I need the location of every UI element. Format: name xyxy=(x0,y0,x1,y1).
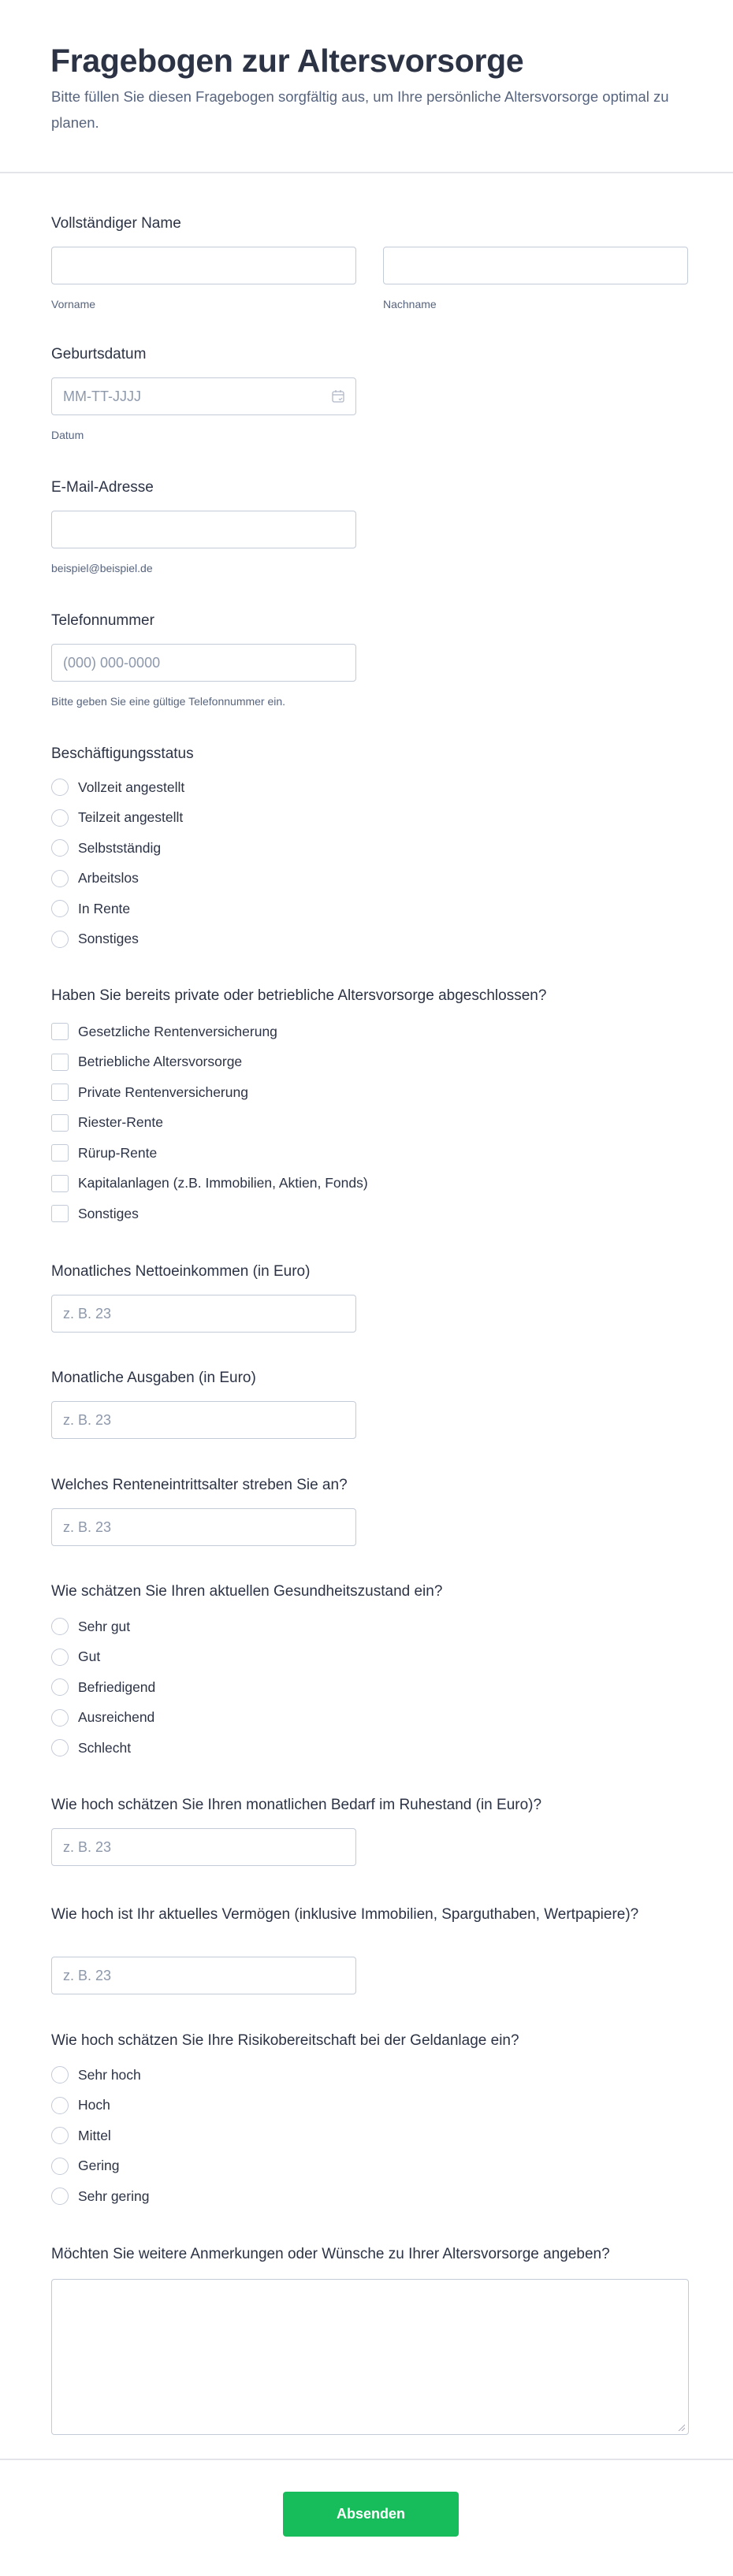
last-name-sublabel: Nachname xyxy=(383,298,437,310)
field-label: E-Mail-Adresse xyxy=(51,479,154,496)
field-employment-status xyxy=(51,745,689,954)
last-name-input[interactable] xyxy=(383,247,688,284)
email-sublabel: beispiel@beispiel.de xyxy=(51,562,153,574)
field-email xyxy=(51,478,689,576)
retirement-age-input[interactable]: z. B. 23 xyxy=(51,1508,356,1546)
radio-button[interactable] xyxy=(51,1739,69,1756)
option-label: Private Rentenversicherung xyxy=(78,1084,248,1100)
radio-option[interactable] xyxy=(51,2091,689,2121)
checkbox[interactable] xyxy=(51,1144,69,1162)
checkbox-option[interactable] xyxy=(51,1077,689,1108)
option-label: Kapitalanlagen (z.B. Immobilien, Aktien, Fonds) xyxy=(78,1175,368,1191)
field-label: Welches Renteneintrittsalter streben Sie an? xyxy=(51,1477,348,1493)
field-retirement-age xyxy=(51,1476,689,1546)
field-label: Wie schätzen Sie Ihren aktuellen Gesundheitszustand ein? xyxy=(51,1583,443,1600)
field-current-wealth xyxy=(51,1905,682,1994)
option-label: Befriedigend xyxy=(78,1678,156,1695)
field-birthdate xyxy=(51,345,689,443)
field-phone xyxy=(51,611,689,709)
option-label: In Rente xyxy=(78,900,131,916)
option-label: Riester-Rente xyxy=(78,1114,163,1131)
radio-option[interactable] xyxy=(51,833,689,864)
radio-option[interactable] xyxy=(51,2151,689,2182)
checkbox[interactable] xyxy=(51,1054,69,1071)
checkbox[interactable] xyxy=(51,1175,69,1192)
option-label: Selbstständig xyxy=(78,839,162,856)
radio-option[interactable] xyxy=(51,803,689,834)
radio-option[interactable] xyxy=(51,2181,689,2212)
radio-option[interactable] xyxy=(51,1672,689,1703)
radio-option[interactable] xyxy=(51,924,689,955)
option-label: Sehr gering xyxy=(78,2188,150,2204)
form-header xyxy=(0,0,733,173)
option-label: Sehr hoch xyxy=(78,2066,141,2083)
radio-button[interactable] xyxy=(51,2158,69,2175)
field-label: Monatliches Nettoeinkommen (in Euro) xyxy=(51,1263,311,1280)
radio-button[interactable] xyxy=(51,839,69,857)
phone-input[interactable]: (000) 000-0000 xyxy=(51,644,356,682)
field-existing-pension xyxy=(51,987,689,1229)
radio-option[interactable] xyxy=(51,772,689,803)
field-label: Wie hoch schätzen Sie Ihre Risikobereitschaft bei der Geldanlage ein? xyxy=(51,2032,519,2049)
option-label: Mittel xyxy=(78,2127,111,2143)
option-label: Teilzeit angestellt xyxy=(78,809,184,826)
radio-option[interactable] xyxy=(51,864,689,894)
radio-option[interactable] xyxy=(51,2060,689,2091)
first-name-sublabel: Vorname xyxy=(51,298,96,310)
option-label: Gering xyxy=(78,2158,120,2174)
radio-option[interactable] xyxy=(51,1642,689,1673)
remarks-textarea[interactable] xyxy=(51,2279,689,2435)
field-label: Haben Sie bereits private oder betriebliche Altersvorsorge abgeschlossen? xyxy=(51,987,547,1004)
field-label: Beschäftigungsstatus xyxy=(51,745,194,762)
radio-option[interactable] xyxy=(51,2121,689,2151)
field-retirement-need xyxy=(51,1796,689,1866)
checkbox-option[interactable] xyxy=(51,1169,689,1199)
birthdate-sublabel: Datum xyxy=(51,429,84,441)
retirement-need-input[interactable]: z. B. 23 xyxy=(51,1828,356,1866)
radio-option[interactable] xyxy=(51,1733,689,1764)
option-label: Sehr gut xyxy=(78,1618,131,1634)
radio-option[interactable] xyxy=(51,1611,689,1642)
field-label: Telefonnummer xyxy=(51,612,154,629)
first-name-input[interactable] xyxy=(51,247,356,284)
field-health xyxy=(51,1582,689,1764)
radio-button[interactable] xyxy=(51,2097,69,2114)
radio-button[interactable] xyxy=(51,1709,69,1727)
field-label: Vollständiger Name xyxy=(51,215,181,232)
checkbox-option[interactable] xyxy=(51,1138,689,1169)
option-label: Sonstiges xyxy=(78,931,139,947)
option-label: Ausreichend xyxy=(78,1709,155,1726)
current-wealth-input[interactable]: z. B. 23 xyxy=(51,1957,356,1994)
resize-handle-icon[interactable] xyxy=(677,2423,685,2431)
option-label: Vollzeit angestellt xyxy=(78,779,185,795)
net-income-input[interactable]: z. B. 23 xyxy=(51,1295,356,1333)
radio-button[interactable] xyxy=(51,1649,69,1666)
birthdate-input[interactable] xyxy=(51,377,356,415)
expenses-input[interactable]: z. B. 23 xyxy=(51,1401,356,1439)
option-label: Gut xyxy=(78,1649,101,1665)
checkbox[interactable] xyxy=(51,1023,69,1040)
birthdate-placeholder: MM-TT-JJJJ xyxy=(63,388,141,404)
field-label: Wie hoch schätzen Sie Ihren monatlichen Bedarf im Ruhestand (in Euro)? xyxy=(51,1797,542,1813)
checkbox[interactable] xyxy=(51,1114,69,1132)
field-net-income xyxy=(51,1262,689,1333)
field-label: Monatliche Ausgaben (in Euro) xyxy=(51,1370,256,1386)
field-label: Möchten Sie weitere Anmerkungen oder Wünsche zu Ihrer Altersvorsorge angeben? xyxy=(51,2246,610,2262)
checkbox-option[interactable] xyxy=(51,1108,689,1139)
radio-button[interactable] xyxy=(51,900,69,917)
radio-button[interactable] xyxy=(51,1678,69,1696)
field-label: Wie hoch ist Ihr aktuelles Vermögen (inklusive Immobilien, Sparguthaben, Wertpapiere)? xyxy=(51,1906,639,1923)
option-label: Schlecht xyxy=(78,1739,132,1756)
field-full-name xyxy=(51,214,689,312)
radio-button[interactable] xyxy=(51,779,69,796)
radio-button[interactable] xyxy=(51,870,69,887)
option-label: Arbeitslos xyxy=(78,870,139,887)
checkbox-option[interactable] xyxy=(51,1047,689,1078)
field-risk-tolerance xyxy=(51,2031,689,2212)
radio-button[interactable] xyxy=(51,2127,69,2144)
option-label: Hoch xyxy=(78,2097,110,2113)
radio-option[interactable] xyxy=(51,1703,689,1734)
radio-option[interactable] xyxy=(51,894,689,924)
page-title: Fragebogen zur Altersvorsorge xyxy=(50,43,524,79)
checkbox-option[interactable] xyxy=(51,1199,689,1229)
option-label: Rürup-Rente xyxy=(78,1144,158,1161)
form-footer xyxy=(0,2459,733,2576)
radio-button[interactable] xyxy=(51,2066,69,2083)
option-label: Gesetzliche Rentenversicherung xyxy=(78,1023,277,1039)
checkbox[interactable] xyxy=(51,1084,69,1101)
radio-button[interactable] xyxy=(51,931,69,948)
checkbox[interactable] xyxy=(51,1205,69,1222)
radio-button[interactable] xyxy=(51,1618,69,1635)
phone-sublabel: Bitte geben Sie eine gültige Telefonnummer ein. xyxy=(51,695,286,708)
radio-button[interactable] xyxy=(51,809,69,827)
email-input[interactable] xyxy=(51,511,356,548)
submit-button[interactable]: Absenden xyxy=(283,2492,459,2537)
calendar-icon[interactable] xyxy=(332,389,344,403)
option-label: Sonstiges xyxy=(78,1205,139,1221)
page-subtitle: Bitte füllen Sie diesen Fragebogen sorgfältig aus, um Ihre persönliche Altersvorsorge optimal zu planen. xyxy=(51,88,669,131)
field-label: Geburtsdatum xyxy=(51,346,147,362)
checkbox-option[interactable] xyxy=(51,1017,689,1047)
radio-button[interactable] xyxy=(51,2188,69,2205)
option-label: Betriebliche Altersvorsorge xyxy=(78,1054,243,1070)
field-expenses xyxy=(51,1369,689,1439)
field-remarks xyxy=(51,2245,689,2435)
